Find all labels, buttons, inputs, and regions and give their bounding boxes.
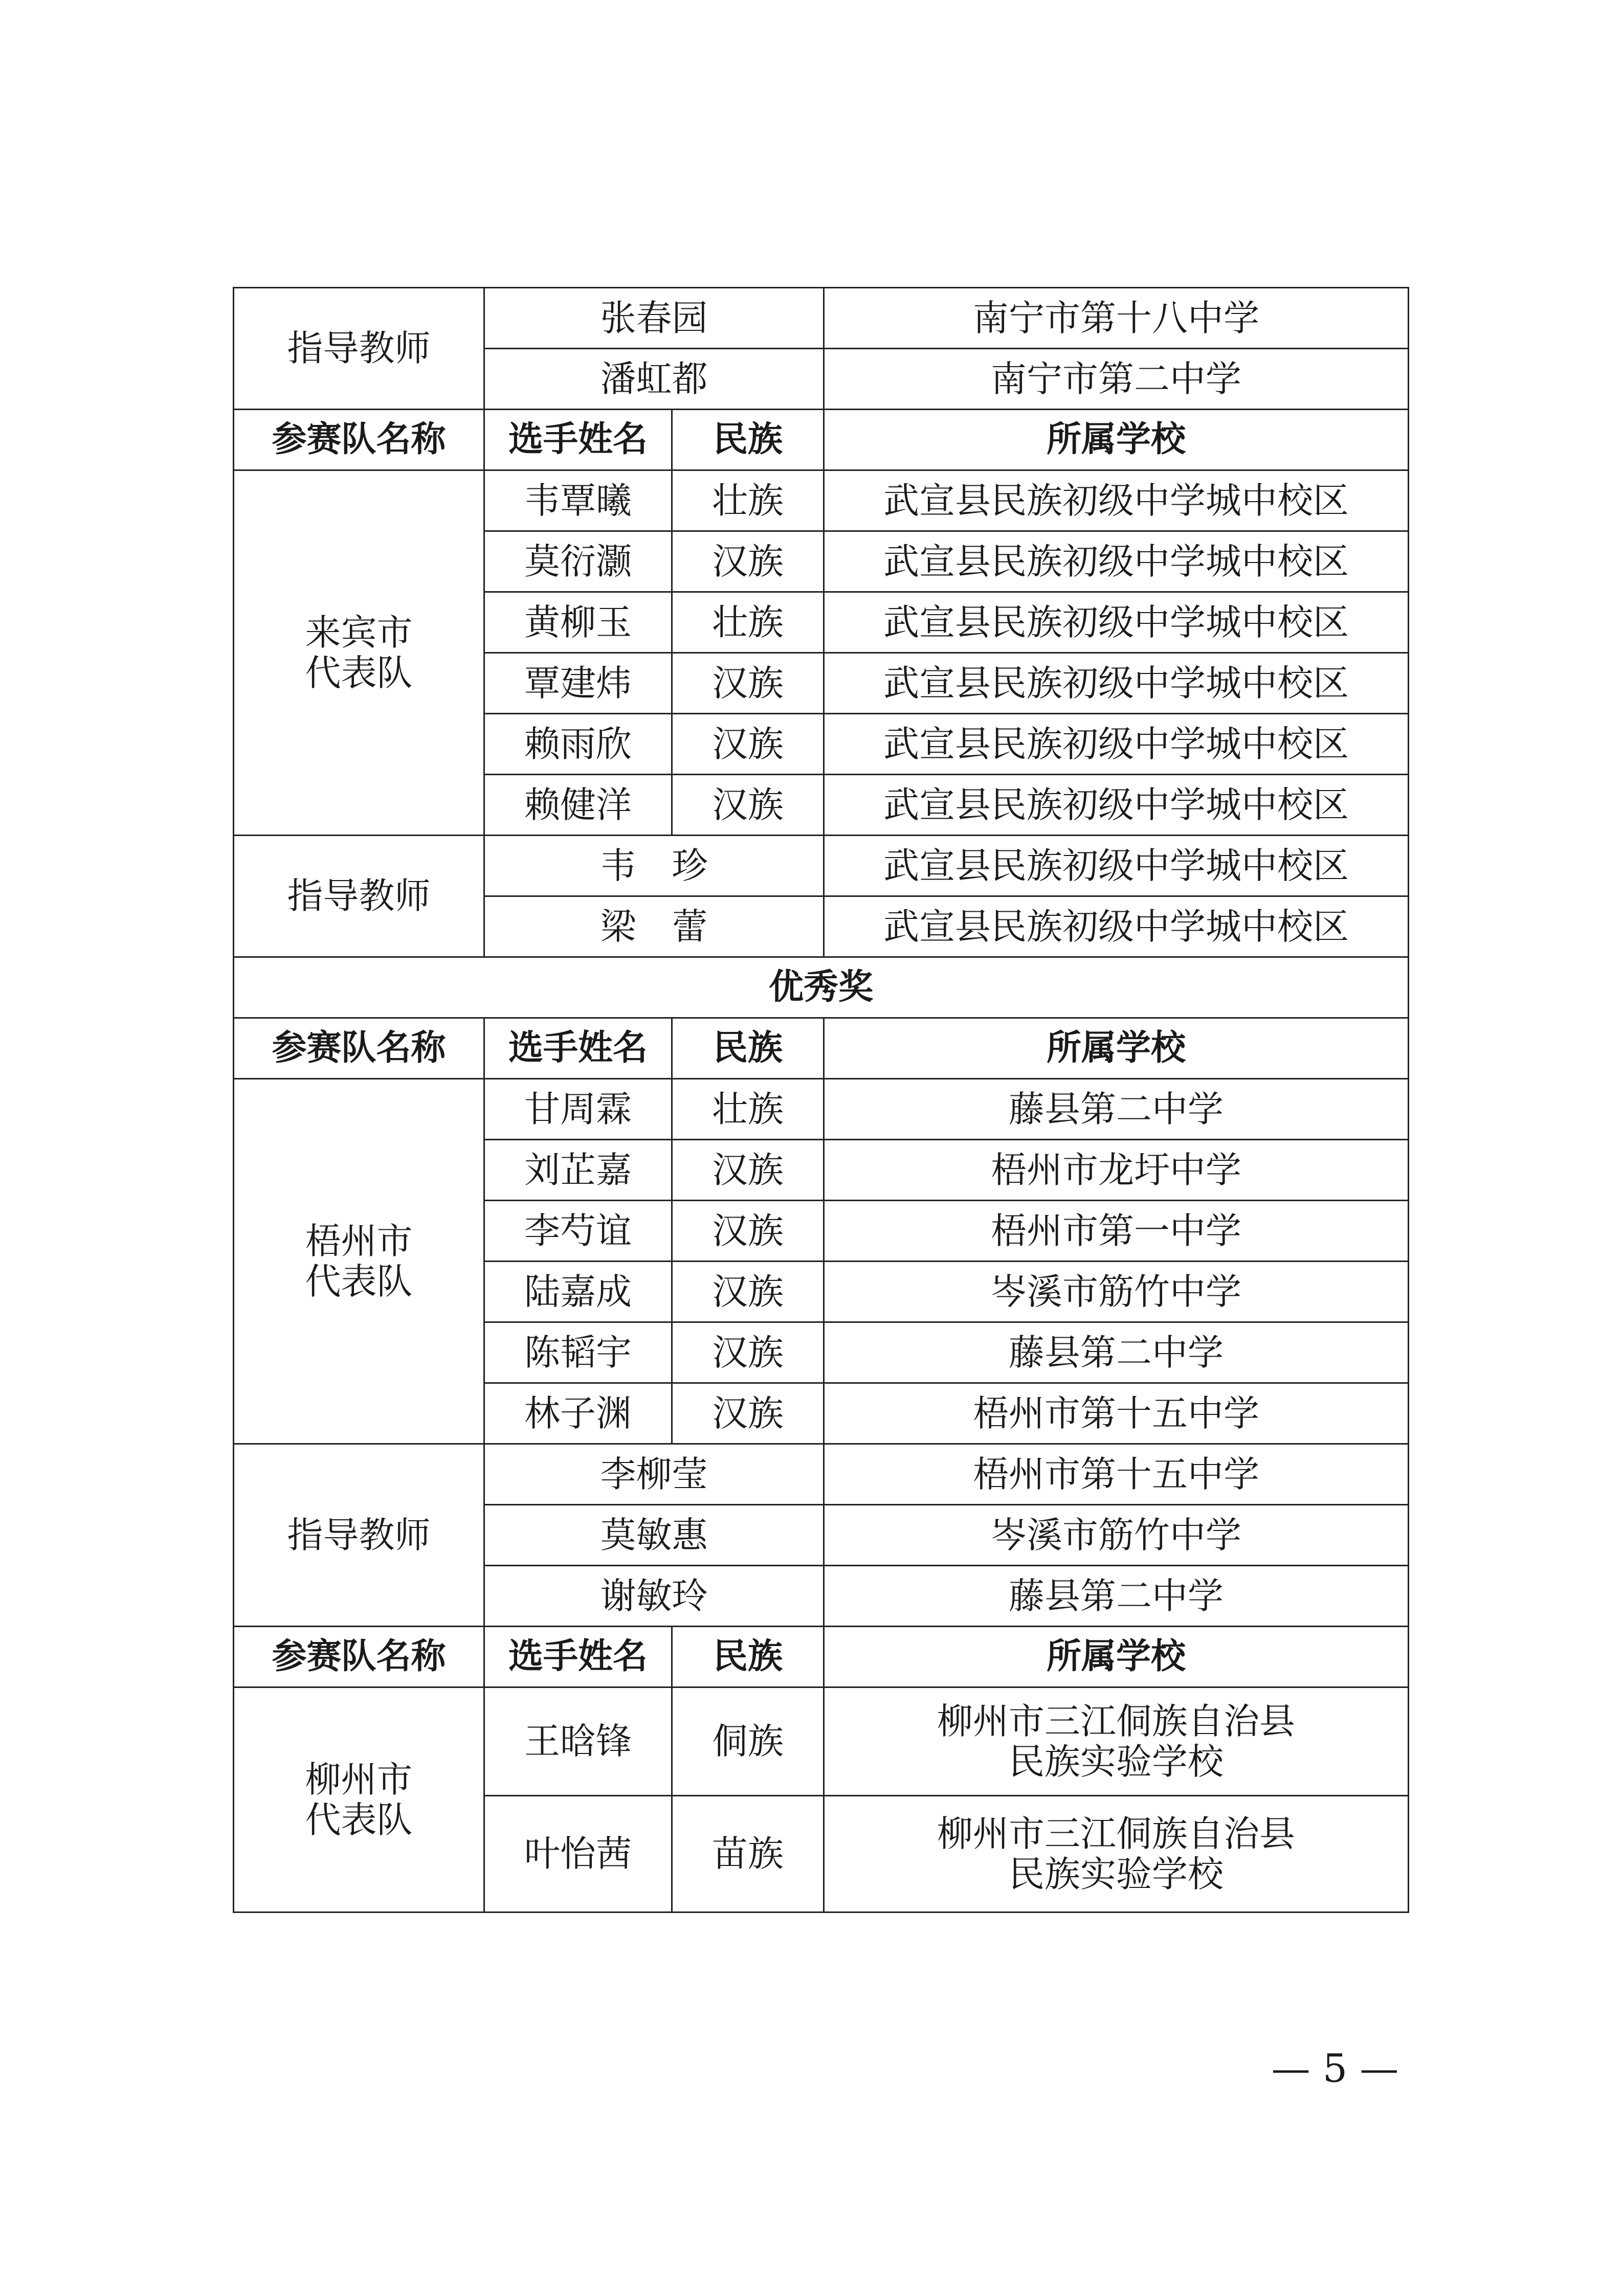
award-row [234, 957, 1409, 1018]
school-cell: 武宣县民族初级中学城中校区 [824, 896, 1409, 957]
awards-table [233, 287, 1409, 1913]
table-row [234, 470, 1409, 531]
teacher-name-cell: 潘虹都 [484, 349, 824, 410]
student-name-cell: 陆嘉成 [484, 1262, 672, 1322]
header-team: 参赛队名称 [234, 1018, 484, 1079]
school-cell: 武宣县民族初级中学城中校区 [824, 836, 1409, 896]
team-name-cell: 梧州市 代表队 [234, 1079, 484, 1444]
teacher-label-cell: 指导教师 [234, 836, 484, 957]
header-row [234, 1018, 1409, 1079]
school-cell: 南宁市第二中学 [824, 349, 1409, 410]
student-name-cell: 王晗锋 [484, 1687, 672, 1796]
ethnicity-cell: 汉族 [672, 1383, 824, 1444]
ethnicity-cell: 汉族 [672, 653, 824, 714]
school-cell: 武宣县民族初级中学城中校区 [824, 775, 1409, 836]
school-cell: 柳州市三江侗族自治县 民族实验学校 [824, 1796, 1409, 1912]
table-row [234, 288, 1409, 349]
teacher-name-cell: 韦 珍 [484, 836, 824, 896]
teacher-label-cell: 指导教师 [234, 1444, 484, 1627]
header-school: 所属学校 [824, 1018, 1409, 1079]
school-cell: 岑溪市筋竹中学 [824, 1505, 1409, 1566]
teacher-name-cell: 谢敏玲 [484, 1566, 824, 1627]
header-school: 所属学校 [824, 410, 1409, 470]
student-name-cell: 甘周霖 [484, 1079, 672, 1140]
header-ethnicity: 民族 [672, 410, 824, 470]
table-row [234, 1079, 1409, 1140]
school-cell: 武宣县民族初级中学城中校区 [824, 470, 1409, 531]
header-ethnicity: 民族 [672, 1627, 824, 1687]
student-name-cell: 赖健洋 [484, 775, 672, 836]
teacher-label-cell: 指导教师 [234, 288, 484, 410]
school-cell: 武宣县民族初级中学城中校区 [824, 592, 1409, 653]
student-name-cell: 叶怡茜 [484, 1796, 672, 1912]
student-name-cell: 韦覃曦 [484, 470, 672, 531]
school-cell: 武宣县民族初级中学城中校区 [824, 653, 1409, 714]
ethnicity-cell: 汉族 [672, 1322, 824, 1383]
school-cell: 武宣县民族初级中学城中校区 [824, 531, 1409, 592]
award-title: 优秀奖 [234, 957, 1409, 1018]
teacher-name-cell: 梁 蕾 [484, 896, 824, 957]
school-cell: 藤县第二中学 [824, 1322, 1409, 1383]
ethnicity-cell: 汉族 [672, 1262, 824, 1322]
team-name-cell: 来宾市 代表队 [234, 470, 484, 836]
table-row [234, 1687, 1409, 1796]
student-name-cell: 覃建炜 [484, 653, 672, 714]
student-name-cell: 刘芷嘉 [484, 1140, 672, 1201]
ethnicity-cell: 汉族 [672, 1140, 824, 1201]
teacher-name-cell: 李柳莹 [484, 1444, 824, 1505]
school-cell: 藤县第二中学 [824, 1566, 1409, 1627]
ethnicity-cell: 壮族 [672, 592, 824, 653]
school-cell: 南宁市第十八中学 [824, 288, 1409, 349]
table-row [234, 836, 1409, 896]
school-cell: 梧州市第一中学 [824, 1201, 1409, 1262]
header-name: 选手姓名 [484, 410, 672, 470]
school-cell: 藤县第二中学 [824, 1079, 1409, 1140]
student-name-cell: 赖雨欣 [484, 714, 672, 775]
teacher-name-cell: 莫敏惠 [484, 1505, 824, 1566]
header-team: 参赛队名称 [234, 1627, 484, 1687]
school-cell: 梧州市龙圩中学 [824, 1140, 1409, 1201]
ethnicity-cell: 壮族 [672, 470, 824, 531]
page-number: — 5 — [1271, 2045, 1399, 2091]
school-cell: 梧州市第十五中学 [824, 1383, 1409, 1444]
ethnicity-cell: 汉族 [672, 531, 824, 592]
header-row [234, 1627, 1409, 1687]
header-team: 参赛队名称 [234, 410, 484, 470]
school-cell: 梧州市第十五中学 [824, 1444, 1409, 1505]
team-name-cell: 柳州市 代表队 [234, 1687, 484, 1912]
table-row [234, 1444, 1409, 1505]
student-name-cell: 陈韬宇 [484, 1322, 672, 1383]
teacher-name-cell: 张春园 [484, 288, 824, 349]
ethnicity-cell: 侗族 [672, 1687, 824, 1796]
student-name-cell: 黄柳玉 [484, 592, 672, 653]
ethnicity-cell: 汉族 [672, 714, 824, 775]
header-name: 选手姓名 [484, 1018, 672, 1079]
school-cell: 武宣县民族初级中学城中校区 [824, 714, 1409, 775]
school-cell: 岑溪市筋竹中学 [824, 1262, 1409, 1322]
student-name-cell: 莫衍灏 [484, 531, 672, 592]
ethnicity-cell: 苗族 [672, 1796, 824, 1912]
school-cell: 柳州市三江侗族自治县 民族实验学校 [824, 1687, 1409, 1796]
student-name-cell: 林子渊 [484, 1383, 672, 1444]
header-school: 所属学校 [824, 1627, 1409, 1687]
ethnicity-cell: 壮族 [672, 1079, 824, 1140]
ethnicity-cell: 汉族 [672, 775, 824, 836]
header-ethnicity: 民族 [672, 1018, 824, 1079]
ethnicity-cell: 汉族 [672, 1201, 824, 1262]
header-name: 选手姓名 [484, 1627, 672, 1687]
student-name-cell: 李芍谊 [484, 1201, 672, 1262]
header-row [234, 410, 1409, 470]
